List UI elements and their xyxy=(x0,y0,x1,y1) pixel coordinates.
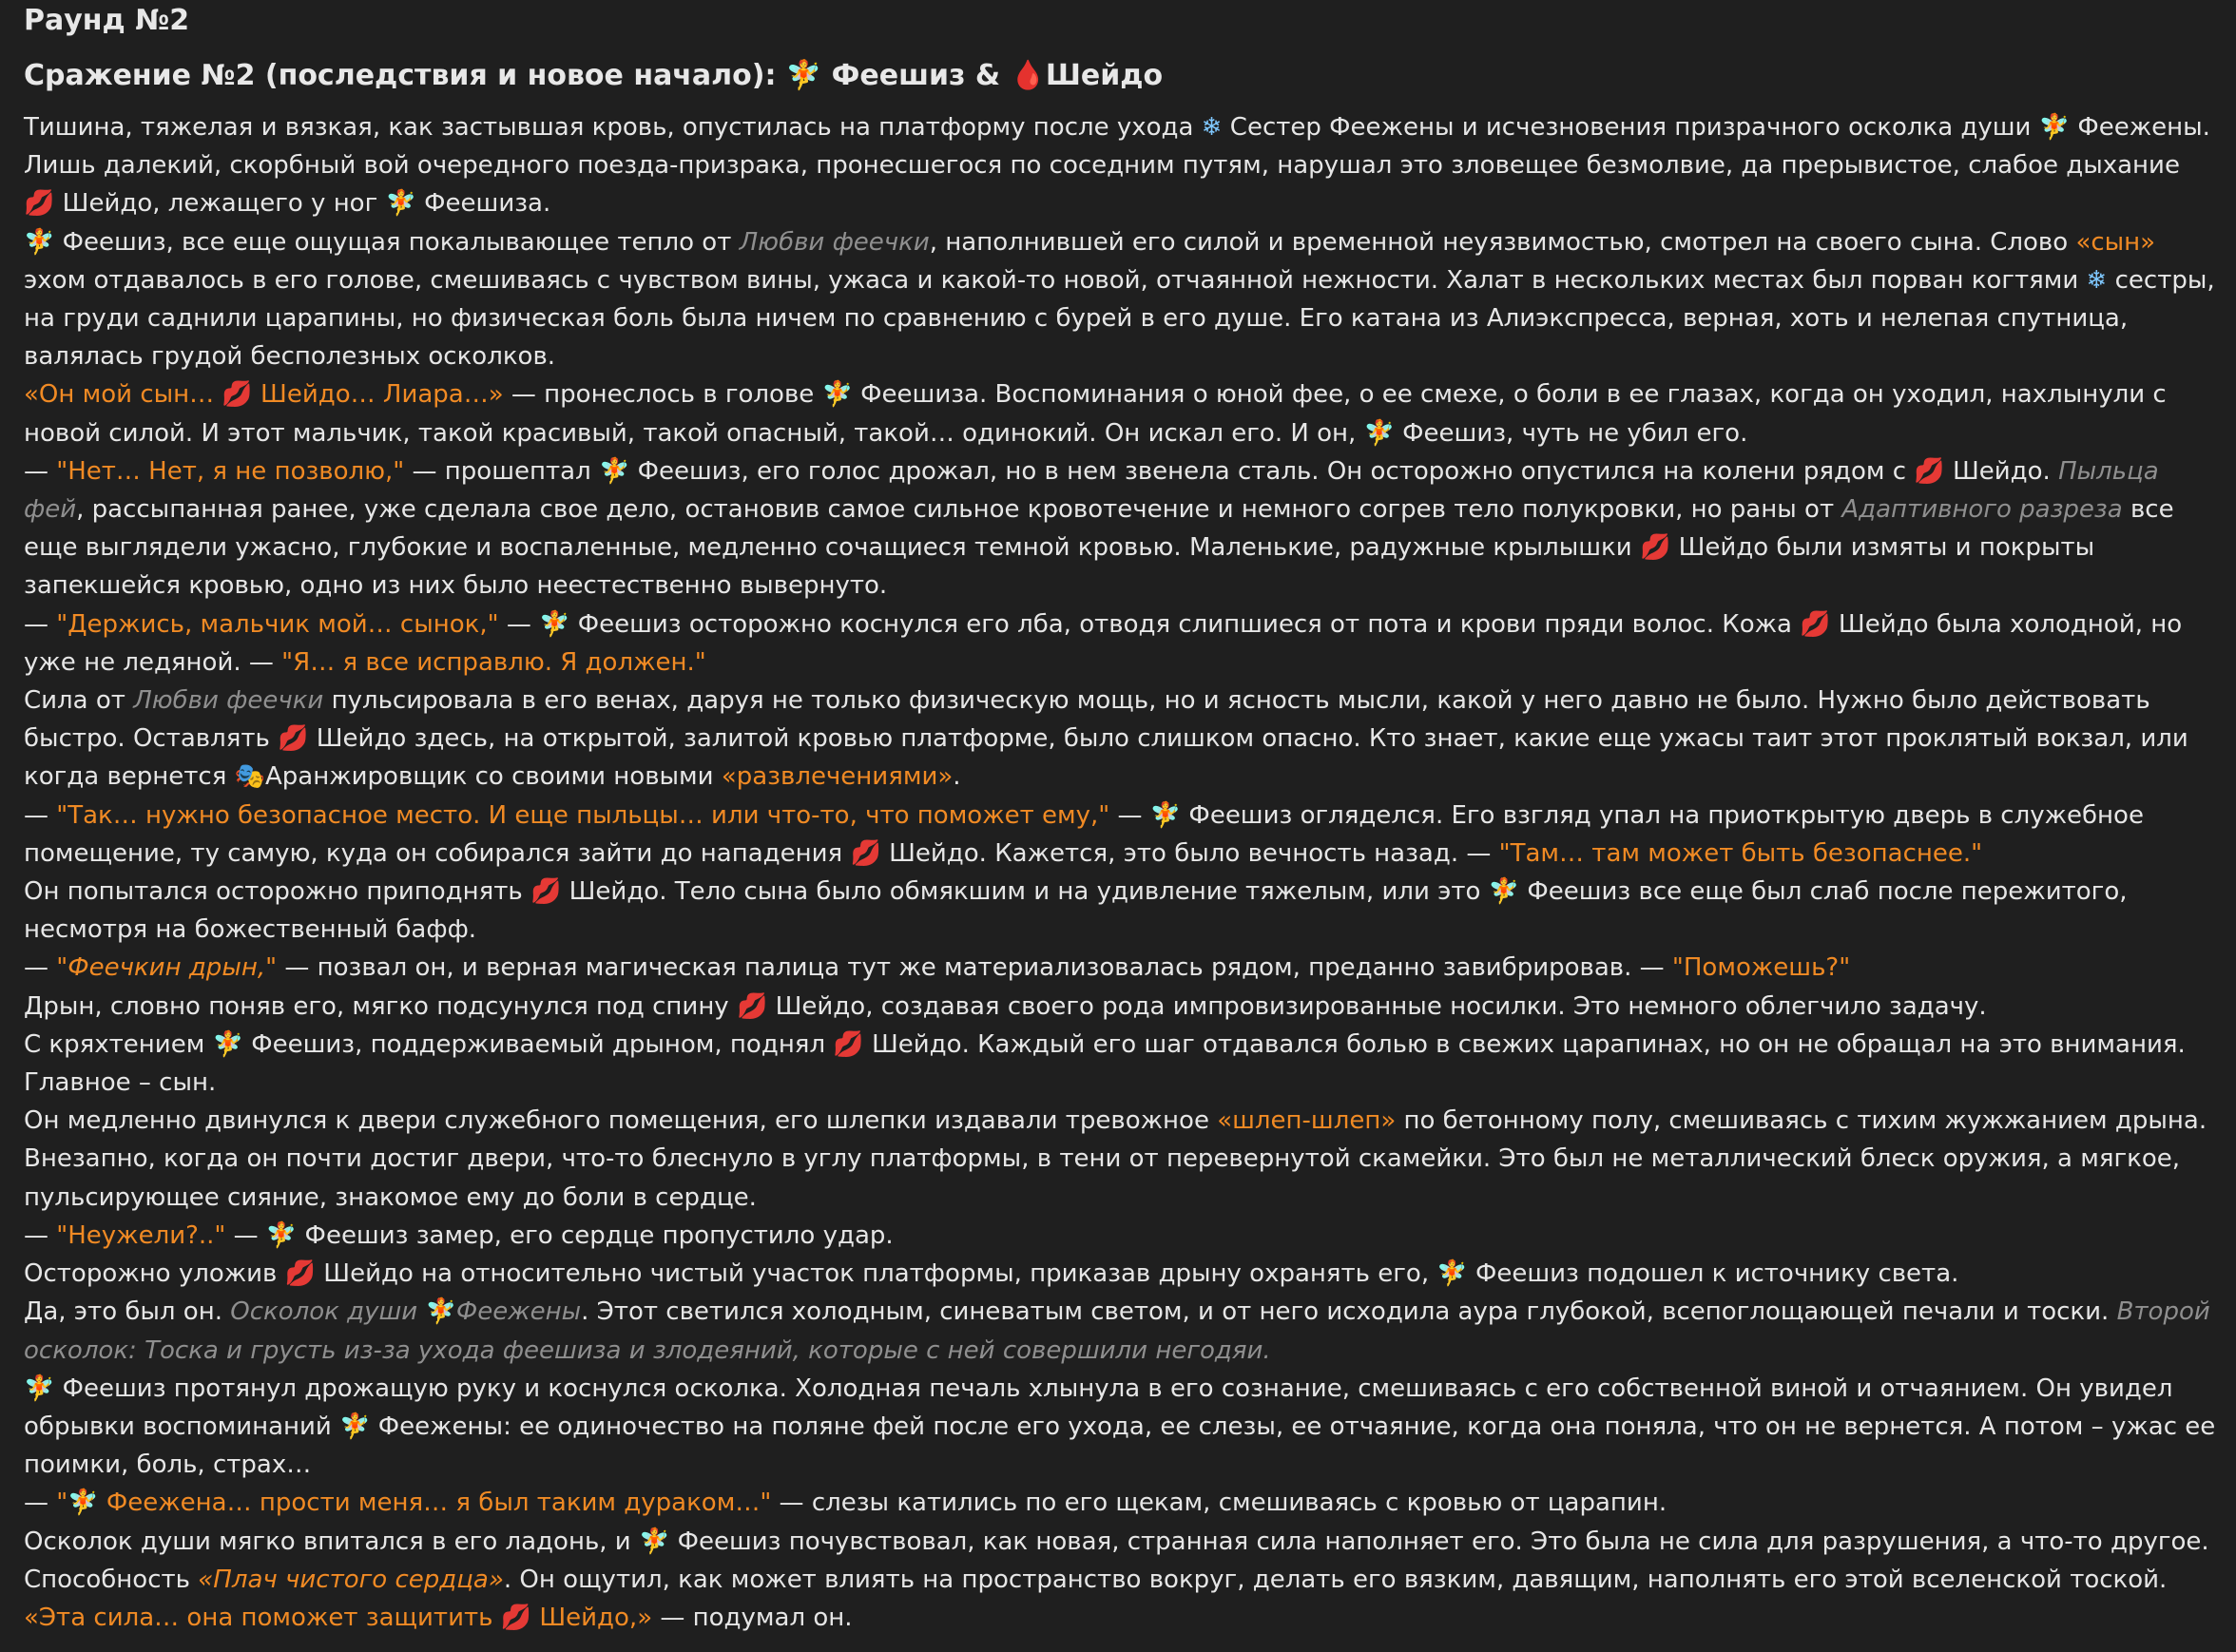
fairy-emoji-icon: 🧚 xyxy=(339,1412,371,1441)
text-segment: Феешиз подошел к источнику света. xyxy=(1467,1259,1959,1289)
text-segment: — xyxy=(1109,800,1150,830)
text-segment: Шейдо. xyxy=(1944,456,2059,486)
round-title: Раунд №2 xyxy=(24,4,190,37)
text-segment: сестры, на груди саднили царапины, но физическая боль была ничем по сравнению с бурей в его душе. Его катана из Алиэкспресса, верная, хоть и нелепая спутница, валялась грудой бесполезных осколков. xyxy=(24,265,2215,372)
paragraph xyxy=(24,1026,2217,1102)
text-segment: , наполнившей его силой и временной неуязвимостью, смотрел на своего сына. Слово xyxy=(929,227,2076,257)
quote-text: "Неужели?.." xyxy=(56,1220,226,1250)
text-segment: Осторожно уложив xyxy=(24,1259,285,1289)
text-segment: — xyxy=(24,1220,57,1250)
text-segment: Сестер Феежены и исчезновения призрачного осколка души xyxy=(1222,113,2039,142)
text-segment: пульсировала в его венах, даруя не только физическую мощь, но и ясность мысли, какой у него давно не было. Нужно было действовать быстро. Оставлять xyxy=(24,686,2150,754)
text-segment: — xyxy=(24,456,57,486)
lips-emoji-icon: 💋 xyxy=(530,877,562,907)
text-segment: Феешиз, все еще ощущая покалывающее тепло от xyxy=(54,227,740,257)
lips-emoji-icon: 💋 xyxy=(833,1029,864,1059)
text-segment: — прошептал xyxy=(404,456,599,486)
paragraph xyxy=(24,682,2217,797)
text-segment: С кряхтением xyxy=(24,1029,213,1059)
quote-text: «Он мой сын… xyxy=(24,380,222,410)
lips-emoji-icon: 💋 xyxy=(1914,456,1945,486)
fairy-emoji-icon: 🧚 xyxy=(1149,800,1182,830)
paragraph xyxy=(24,1599,2217,1637)
text-segment: — xyxy=(225,1220,266,1250)
text-segment: — позвал он, и верная магическая палица тут же материализовалась рядом, преданно завибрировав. — xyxy=(277,953,1672,983)
text-segment: Феешиз огляделся. Его взгляд упал на приоткрытую дверь в служебное помещение, ту самую, куда он собирался зайти до нападения xyxy=(24,800,2144,868)
text-segment: Аранжировщик со своими новыми xyxy=(264,762,722,792)
text-segment: Феешиз, чуть не убил его. xyxy=(1394,418,1748,448)
text-segment: Шейдо. Каждый его шаг отдавался болью в свежих царапинах, но он не обращал на это внимания. Главное – сын. xyxy=(24,1029,2186,1098)
quote-text: "Держись, мальчик мой… сынок," xyxy=(56,609,499,639)
text-segment: — xyxy=(24,800,57,830)
fairy-emoji-icon: 🧚 xyxy=(1488,877,1520,907)
text-segment: Он попытался осторожно приподнять xyxy=(24,877,530,907)
paragraph xyxy=(24,605,2217,682)
quote-text: «развлечениями» xyxy=(721,762,954,792)
text-segment: , рассыпанная ранее, уже сделала свое дело, остановив самое сильное кровотечение и немного согрев тело полукровки, но раны от xyxy=(76,495,1842,525)
italic-term: Второй осколок: Тоска и грусть из-за ухода феешиза и злодеяний, которые с ней совершили негодяи. xyxy=(24,1297,2210,1365)
text-segment: Шейдо, создавая своего рода импровизированные носилки. Это немного облегчило задачу. xyxy=(767,991,1987,1021)
text-segment: Феешиза. xyxy=(415,189,551,219)
text-segment: Шейдо были измяты и покрыты запекшейся кровью, одно из них было неестественно вывернуто. xyxy=(24,533,2095,601)
lips-emoji-icon: 💋 xyxy=(284,1259,317,1289)
lips-emoji-icon: 💋 xyxy=(850,838,881,868)
lips-emoji-icon: 💋 xyxy=(222,380,253,410)
text-segment: Феешиз замер, его сердце пропустило удар. xyxy=(297,1220,894,1250)
text-segment: Феешиз, его голос дрожал, но в нем звенела сталь. Он осторожно опустился на колени рядом с xyxy=(629,456,1915,486)
quote-text: Шейдо,» xyxy=(531,1603,653,1632)
italic-quote: «Плач чистого сердца» xyxy=(198,1565,504,1594)
fairy-emoji-icon: 🧚 xyxy=(385,189,416,219)
paragraph xyxy=(24,1293,2217,1369)
quote-text: " xyxy=(265,953,278,983)
text-segment: Шейдо. Кажется, это было вечность назад. — xyxy=(880,838,1499,868)
paragraph xyxy=(24,1255,2217,1293)
battle-title: Сражение №2 (последствия и новое начало): 🧚 Феешиз & 🩸Шейдо xyxy=(24,59,1164,92)
paragraph xyxy=(24,1140,2217,1216)
text-segment: Шейдо на относительно чистый участок платформы, приказав дрыну охранять его, xyxy=(316,1259,1437,1289)
quote-text: Шейдо… Лиара…» xyxy=(252,380,504,410)
text-segment: . xyxy=(953,762,961,792)
fairy-emoji-icon: 🧚 xyxy=(67,1489,99,1518)
paragraph xyxy=(24,1523,2217,1599)
paragraph xyxy=(24,949,2217,987)
quote-text: Феежена… прости меня… я был таким дураком…" xyxy=(98,1489,772,1518)
text-segment: . Этот светился холодным, синеватым светом, и от него исходила аура глубокой, всепоглощающей печали и тоски. xyxy=(581,1297,2117,1327)
paragraph xyxy=(24,375,2217,451)
text-segment: — подумал он. xyxy=(652,1603,853,1632)
fairy-emoji-icon: 🧚 xyxy=(638,1527,670,1556)
italic-term: Пыльца фей xyxy=(24,456,2159,525)
text-segment: Шейдо. Тело сына было обмякшим и на удивление тяжелым, или это xyxy=(561,877,1489,907)
quote-text: " xyxy=(56,953,68,983)
fairy-emoji-icon: 🧚 xyxy=(24,227,55,257)
text-segment: по бетонному полу, смешиваясь с тихим жужжанием дрына. xyxy=(1396,1106,2207,1136)
text-segment: Он медленно двинулся к двери служебного помещения, его шлепки издавали тревожное xyxy=(24,1106,1218,1136)
text-segment: эхом отдавалось в его голове, смешиваясь с чувством вины, ужаса и какой-то новой, отчаянной нежности. Халат в нескольких местах был порван когтями xyxy=(24,265,2087,295)
text-segment: Да, это был он. xyxy=(24,1297,231,1327)
paragraph xyxy=(24,223,2217,376)
italic-term: Адаптивного разреза xyxy=(1841,495,2123,525)
text-segment: все еще выглядели ужасно, глубокие и воспаленные, медленно сочащиеся темной кровью. Маленькие, радужные крылышки xyxy=(24,495,2174,563)
fairy-emoji-icon: 🧚 xyxy=(821,380,853,410)
paragraph xyxy=(24,108,2217,223)
theater-mask-emoji-icon: 🎭 xyxy=(234,762,265,792)
paragraph xyxy=(24,1370,2217,1485)
text-segment: Феешиз осторожно коснулся его лба, отводя слипшиеся от пота и крови пряди волос. Кожа xyxy=(569,609,1801,639)
fairy-emoji-icon: 🧚 xyxy=(2038,113,2071,142)
text-segment: — xyxy=(498,609,540,639)
text-segment: Шейдо была холодной, но уже не ледяной. — xyxy=(24,609,2183,677)
snowflake-emoji-icon: ❄ xyxy=(2086,265,2108,295)
quote-text: "Там… там может быть безопаснее." xyxy=(1498,838,1983,868)
text-segment: Феешиза. Воспоминания о юной фее, о ее смехе, о боли в ее глазах, когда он уходил, нахлынули с новой силой. И этот мальчик, такой красивый, такой опасный, такой… одинокий. Он искал его. И он, xyxy=(24,380,2167,448)
fairy-emoji-icon: 🧚 xyxy=(425,1297,456,1327)
text-segment: . Он ощутил, как может влиять на пространство вокруг, делать его вязким, давящим, наполнять его этой вселенской тоской. xyxy=(503,1565,2168,1594)
quote-text: «сын» xyxy=(2075,227,2156,257)
italic-quote: Феечкин дрын, xyxy=(67,953,266,983)
text-segment: — слезы катились по его щекам, смешиваясь с кровью от царапин. xyxy=(771,1489,1667,1518)
fairy-emoji-icon: 🧚 xyxy=(598,456,630,486)
italic-term: Любви феечки xyxy=(133,686,324,716)
quote-text: "Поможешь?" xyxy=(1671,953,1851,983)
text-segment: Феешиз почувствовал, как новая, странная сила наполняет его. Это была не сила для разрушения, а что-то другое. Способность xyxy=(24,1527,2209,1594)
paragraph xyxy=(24,1484,2217,1522)
lips-emoji-icon: 💋 xyxy=(278,724,309,754)
snowflake-emoji-icon: ❄ xyxy=(1201,113,1223,142)
text-segment: Феешиз протянул дрожащую руку и коснулся осколка. Холодная печаль хлынула в его сознание, смешиваясь с его собственной виной и отчаянием. Он увидел обрывки воспоминаний xyxy=(24,1373,2173,1441)
text-segment: Дрын, словно поняв его, мягко подсунулся под спину xyxy=(24,991,737,1021)
fairy-emoji-icon: 🧚 xyxy=(24,1373,55,1403)
paragraph xyxy=(24,988,2217,1026)
lips-emoji-icon: 💋 xyxy=(24,189,55,219)
quote-text: " xyxy=(56,1489,68,1518)
fairy-emoji-icon: 🧚 xyxy=(1436,1259,1468,1289)
text-segment: Феежены. Лишь далекий, скорбный вой очередного поезда-призрака, пронесшегося по соседним путям, нарушал это зловещее безмолвие, да прерывистое, слабое дыхание xyxy=(24,113,2210,181)
quote-text: «Эта сила… она поможет защитить xyxy=(24,1603,501,1632)
paragraph xyxy=(24,797,2217,873)
fairy-emoji-icon: 🧚 xyxy=(539,609,570,639)
text-segment: Осколок души мягко впитался в его ладонь, и xyxy=(24,1527,639,1556)
fairy-emoji-icon: 🧚 xyxy=(265,1220,298,1250)
quote-text: «шлеп-шлеп» xyxy=(1217,1106,1397,1136)
text-segment: Тишина, тяжелая и вязкая, как застывшая кровь, опустилась на платформу после ухода xyxy=(24,113,1202,142)
text-segment: Шейдо здесь, на открытой, залитой кровью платформе, было слишком опасно. Кто знает, какие еще ужасы таит этот проклятый вокзал, или когда вернется xyxy=(24,724,2188,792)
text-segment: — xyxy=(24,953,57,983)
quote-text: "Я… я все исправлю. Я должен." xyxy=(281,647,706,677)
lips-emoji-icon: 💋 xyxy=(736,991,768,1021)
text-segment: Феешиз, поддерживаемый дрыном, поднял xyxy=(242,1029,834,1059)
text-segment: — xyxy=(24,609,57,639)
text-segment: Внезапно, когда он почти достиг двери, что-то блеснуло в углу платформы, в тени от перевернутой скамейки. Это был не металлический блеск оружия, а мягкое, пульсирующее сияние, знакомое ему до боли в сердце. xyxy=(24,1144,2181,1212)
text-segment: Сила от xyxy=(24,686,134,716)
story-text xyxy=(24,108,2217,1637)
paragraph xyxy=(24,452,2217,605)
lips-emoji-icon: 💋 xyxy=(1800,609,1831,639)
paragraph xyxy=(24,873,2217,949)
quote-text: "Нет… Нет, я не позволю," xyxy=(56,456,405,486)
text-segment: — xyxy=(24,1489,57,1518)
text-segment: Феежены: ее одиночество на поляне фей после его ухода, ее слезы, ее отчаяние, когда она поняла, что он не вернется. А потом – ужас ее поимки, боль, страх… xyxy=(24,1412,2216,1480)
text-segment: Феешиз все еще был слаб после пережитого, несмотря на божественный бафф. xyxy=(24,877,2128,945)
text-segment: Шейдо, лежащего у ног xyxy=(54,189,386,219)
lips-emoji-icon: 💋 xyxy=(1639,533,1671,563)
paragraph xyxy=(24,1217,2217,1255)
fairy-emoji-icon: 🧚 xyxy=(212,1029,243,1059)
fairy-emoji-icon: 🧚 xyxy=(1363,418,1395,448)
paragraph xyxy=(24,1102,2217,1140)
italic-term: Феежены xyxy=(455,1297,582,1327)
lips-emoji-icon: 💋 xyxy=(500,1603,532,1632)
quote-text: "Так… нужно безопасное место. И еще пыльцы… или что-то, что поможет ему," xyxy=(56,800,1110,830)
text-segment: — пронеслось в голове xyxy=(503,380,822,410)
italic-term: Любви феечки xyxy=(739,227,930,257)
italic-term: Осколок души xyxy=(230,1297,426,1327)
